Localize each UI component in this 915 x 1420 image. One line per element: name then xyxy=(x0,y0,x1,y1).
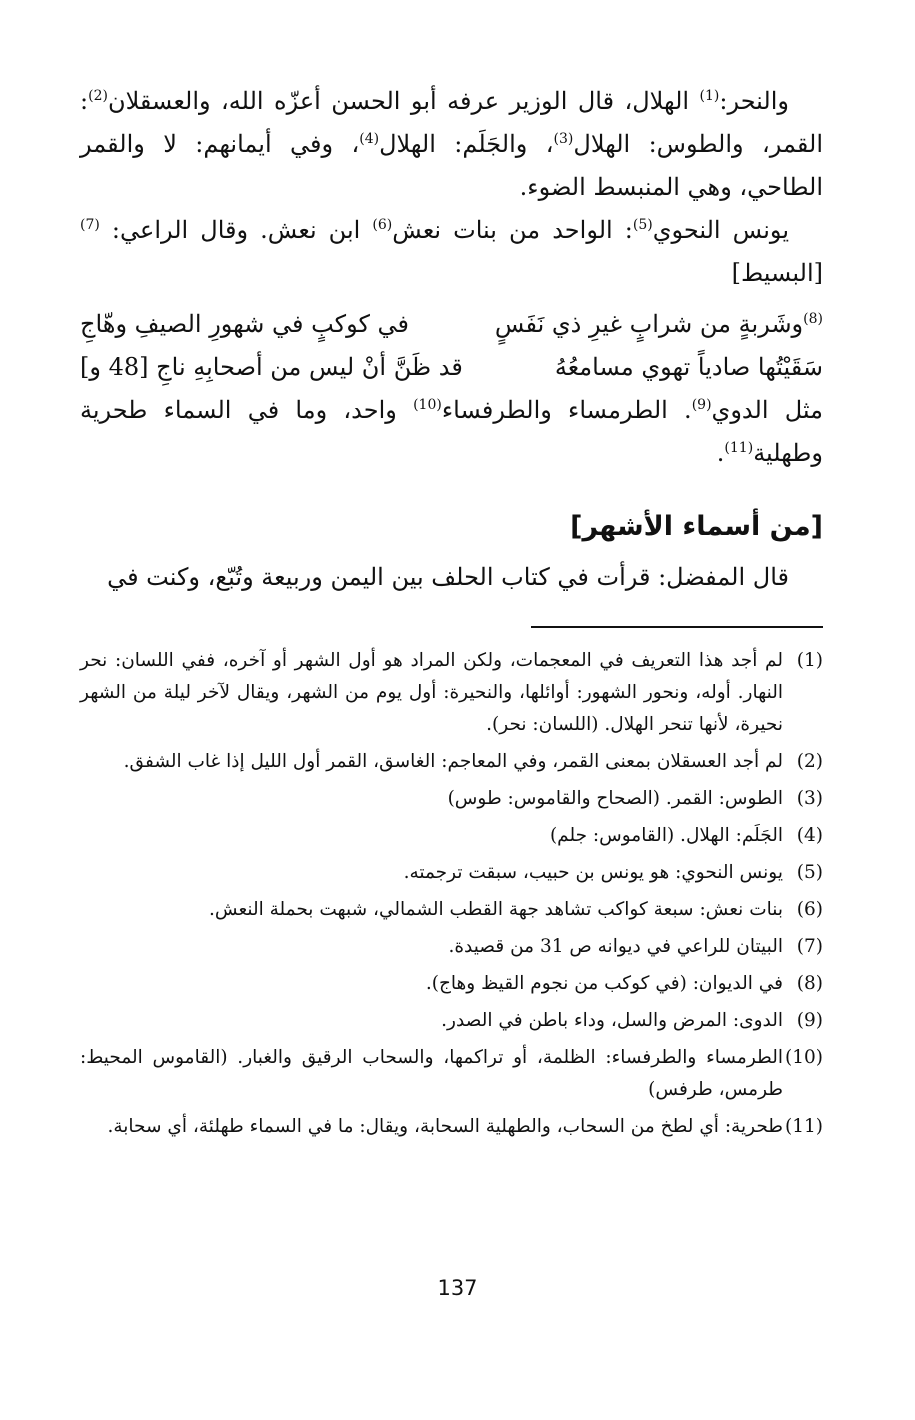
footnote-number: (2) xyxy=(796,751,823,772)
footnote-item xyxy=(80,645,823,741)
footnote-ref: (5) xyxy=(632,217,653,233)
text-run: [البسيط] xyxy=(731,259,823,287)
main-text xyxy=(80,80,823,475)
footnotes xyxy=(80,645,823,1148)
footnote-number: (3) xyxy=(796,788,823,809)
footnote-number: (9) xyxy=(796,1010,823,1031)
footnote-item xyxy=(80,783,823,815)
footnote-separator xyxy=(531,626,823,628)
text-run: : القمر، والطوس: الهلال xyxy=(80,87,823,158)
footnote-item xyxy=(80,1005,823,1037)
footnote-number: (11) xyxy=(785,1116,823,1137)
footnote-text: بنات نعش: سبعة كواكب تشاهد جهة القطب الشمالي، شبهت بحملة النعش. xyxy=(209,899,783,920)
footnote-item xyxy=(80,1111,823,1143)
text-run: . xyxy=(716,439,725,467)
paragraph-1 xyxy=(80,80,823,209)
footnote-number: (5) xyxy=(796,862,823,883)
verse-2-second-hemistich: قد ظَنَّ أنْ ليس من أصحابِهِ ناجِ [48 و] xyxy=(80,353,463,381)
footnote-item xyxy=(80,968,823,1000)
paragraph-3 xyxy=(80,389,823,475)
footnote-item xyxy=(80,894,823,926)
footnote-text: لم أجد العسقلان بمعنى القمر، وفي المعاجم: الغاسق، القمر أول الليل إذا غاب الشفق. xyxy=(123,751,783,772)
footnote-ref-8: (8) xyxy=(803,311,823,327)
footnote-number: (10) xyxy=(785,1047,823,1068)
footnote-ref: (11) xyxy=(724,440,754,456)
verse-2-first-hemistich: سَقَيْتُها صادياً تهوي مسامعُهُ xyxy=(554,353,823,381)
footnote-item xyxy=(80,1042,823,1106)
footnote-ref: (6) xyxy=(372,217,393,233)
footnote-ref: (3) xyxy=(553,131,574,147)
footnote-text: طحرية: أي لطخ من السحاب، والطهلية السحابة، ويقال: ما في السماء طهلئة، أي سحابة. xyxy=(107,1116,783,1137)
section-first-line: قال المفضل: قرأت في كتاب الحلف بين اليمن وربيعة وتُبّع، وكنت في xyxy=(107,563,789,591)
text-run: يونس النحوي xyxy=(652,216,790,244)
footnote-ref: (7) xyxy=(80,217,100,233)
text-run: : الواحد من بنات نعش xyxy=(392,216,633,244)
footnote-number: (1) xyxy=(796,650,823,671)
footnote-text: الطرمساء والطرفساء: الظلمة، أو تراكمها، والسحاب الرقيق والغبار. (القاموس المحيط: طرمس، طرفس) xyxy=(80,1047,783,1100)
footnote-item xyxy=(80,746,823,778)
footnote-ref: (9) xyxy=(691,397,712,413)
footnote-number: (6) xyxy=(796,899,823,920)
footnote-item xyxy=(80,820,823,852)
poem xyxy=(80,303,823,389)
text-run: مثل الدوي xyxy=(711,396,824,424)
footnote-text: لم أجد هذا التعريف في المعجمات، ولكن المراد هو أول الشهر أو آخره، ففي اللسان: نحر النهار. أوله، ونحور الشهور: أوائلها، والنحيرة: أول يوم من الشهر، ويقال لآخر ليلة من الشهر نحيرة، لأنها تنحر الهلال. (اللسان: نحر). xyxy=(80,650,783,735)
footnote-ref: (1) xyxy=(699,88,720,104)
footnote-number: (4) xyxy=(796,825,823,846)
footnote-text: في الديوان: (في كوكب من نجوم القيظ وهاج). xyxy=(425,973,783,994)
paragraph-2 xyxy=(80,209,823,295)
text-run: ، والجَلَم: الهلال xyxy=(379,130,554,158)
text-run: ابن نعش. وقال الراعي: xyxy=(99,216,373,244)
footnote-number: (7) xyxy=(796,936,823,957)
verse-1-second-hemistich: في كوكبٍ في شهورِ الصيفِ وهّاجِ xyxy=(80,310,410,338)
poem-verse-2 xyxy=(80,346,823,389)
footnote-ref: (4) xyxy=(359,131,380,147)
section-heading: [من أسماء الأشهر] xyxy=(570,511,823,542)
text-run: واحد، وما في السماء طحرية وطهلية xyxy=(80,396,823,467)
footnote-item xyxy=(80,931,823,963)
text-run: . الطرمساء والطرفساء xyxy=(441,396,692,424)
footnote-ref: (10) xyxy=(413,397,442,413)
verse-1-first-hemistich: $^{(8)}$وشَربةٍ من شرابٍ غيرِ ذي نَفَسٍ xyxy=(494,310,823,338)
page-number: 137 xyxy=(437,1276,478,1300)
text-run: ، وفي أيمانهم: لا والقمر الطاحي، وهي المنبسط الضوء. xyxy=(80,130,823,201)
footnote-text: الطوس: القمر. (الصحاح والقاموس: طوس) xyxy=(447,788,783,809)
footnote-text: يونس النحوي: هو يونس بن حبيب، سبقت ترجمته. xyxy=(403,862,783,883)
footnote-text: الجَلَم: الهلال. (القاموس: جلم) xyxy=(549,825,783,846)
poem-verse-1 xyxy=(80,303,823,346)
footnote-text: الدوى: المرض والسل، وداء باطن في الصدر. xyxy=(441,1010,783,1031)
text-run: والنحر: xyxy=(719,87,789,115)
text-run: الهلال، قال الوزير عرفه أبو الحسن أعزّه الله، والعسقلان xyxy=(107,87,700,115)
footnote-ref: (2) xyxy=(88,88,108,104)
footnote-item xyxy=(80,857,823,889)
footnote-text: البيتان للراعي في ديوانه ص 31 من قصيدة. xyxy=(448,936,783,957)
footnote-number: (8) xyxy=(796,973,823,994)
